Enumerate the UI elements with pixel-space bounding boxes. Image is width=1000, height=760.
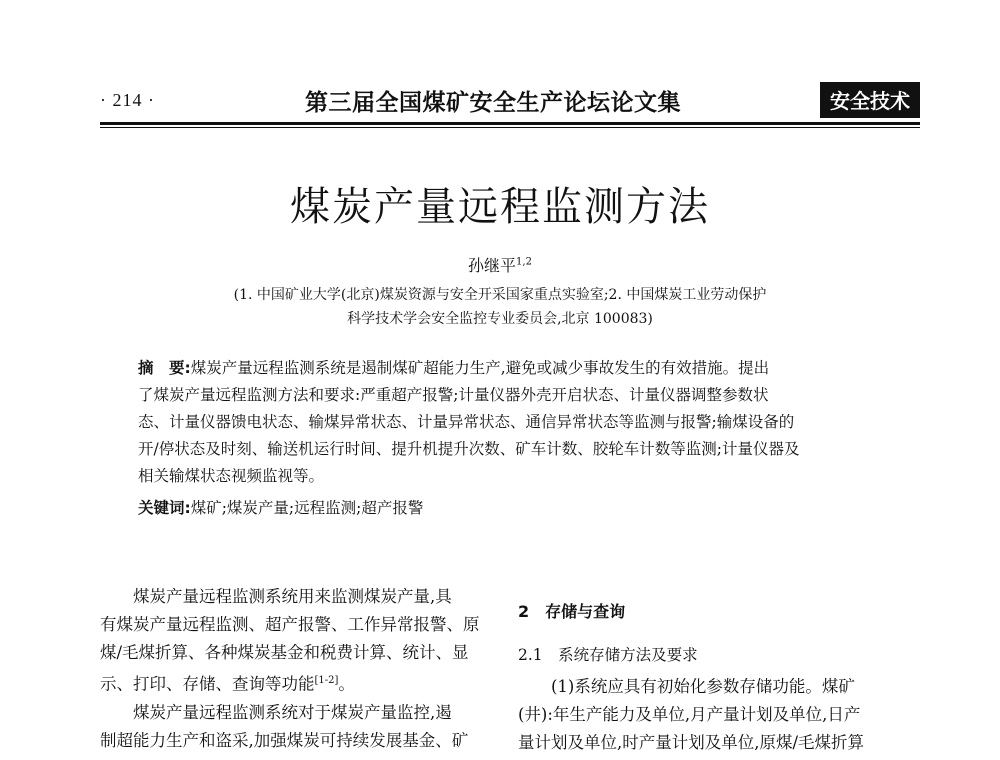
keywords-label: 关键词:: [138, 499, 191, 517]
author-name: 孙继平: [468, 256, 517, 275]
text-line: 制超能力生产和盗采,加强煤炭可持续发展基金、矿: [100, 730, 469, 750]
text-line: [100, 667, 500, 699]
affiliation: [0, 283, 1000, 331]
abstract-label: 摘 要:: [138, 359, 191, 377]
text-line: (1)系统应具有初始化参数存储功能。煤矿: [551, 677, 855, 696]
header-rule-thin: [100, 127, 920, 128]
paragraph: [100, 583, 500, 699]
header-rule-thick: [100, 122, 920, 125]
running-header: [100, 82, 920, 122]
page-number: · 214 ·: [100, 90, 155, 110]
text-line: 煤炭产量远程监测系统对于煤炭产量监控,遏: [133, 702, 452, 722]
section-tag: 安全技术: [820, 82, 920, 118]
text-segment: 。: [338, 674, 355, 694]
author: [0, 253, 1000, 276]
paper-title: 煤炭产量远程监测方法: [290, 184, 710, 230]
right-column: [518, 598, 918, 757]
keywords-text: 煤矿;煤炭产量;远程监测;超产报警: [190, 499, 424, 517]
abstract-line: 开/停状态及时刻、输送机运行时间、提升机提升次数、矿车计数、胶轮车计数等监测;计量仪器及: [138, 440, 800, 458]
abstract-text: 煤炭产量远程监测系统是遏制煤矿超能力生产,避免或减少事故发生的有效措施。提出: [190, 359, 770, 377]
author-affil-marks: 1,2: [516, 256, 532, 268]
journal-title: 第三届全国煤矿安全生产论坛论文集: [305, 90, 681, 116]
citation-ref: [1-2]: [314, 675, 339, 686]
abstract-line: [138, 355, 882, 382]
text-line: 煤炭产量远程监测系统用来监测煤炭产量,具: [133, 587, 452, 606]
abstract: [138, 355, 882, 490]
text-line: (井):年生产能力及单位,月产量计划及单位,日产: [518, 705, 861, 724]
text-segment: 示、打印、存储、查询等功能: [100, 674, 315, 694]
abstract-line: 态、计量仪器馈电状态、输煤异常状态、计量异常状态、通信异常状态等监测与报警;输煤设备的: [138, 413, 795, 431]
text-line: 有煤炭产量远程监测、超产报警、工作异常报警、原: [100, 615, 480, 634]
keywords: [138, 496, 882, 518]
affiliation-line-2: 科学技术学会安全监控专业委员会,北京 100083): [347, 311, 653, 327]
left-column: [100, 583, 500, 755]
text-line: 量计划及单位,时产量计划及单位,原煤/毛煤折算: [518, 733, 865, 752]
text-line: 煤/毛煤折算、各种煤炭基金和税费计算、统计、显: [100, 643, 469, 662]
paragraph: [100, 699, 500, 755]
affiliation-line-1: (1. 中国矿业大学(北京)煤炭资源与安全开采国家重点实验室;2. 中国煤炭工业劳动保护: [233, 287, 767, 303]
abstract-line: 相关输煤状态视频监视等。: [138, 467, 325, 485]
section-heading: 2 存储与查询: [518, 602, 626, 621]
abstract-line: 了煤炭产量远程监测方法和要求:严重超产报警;计量仪器外壳开启状态、计量仪器调整参数状: [138, 386, 769, 404]
subsection-heading: 2.1 系统存储方法及要求: [518, 646, 698, 664]
